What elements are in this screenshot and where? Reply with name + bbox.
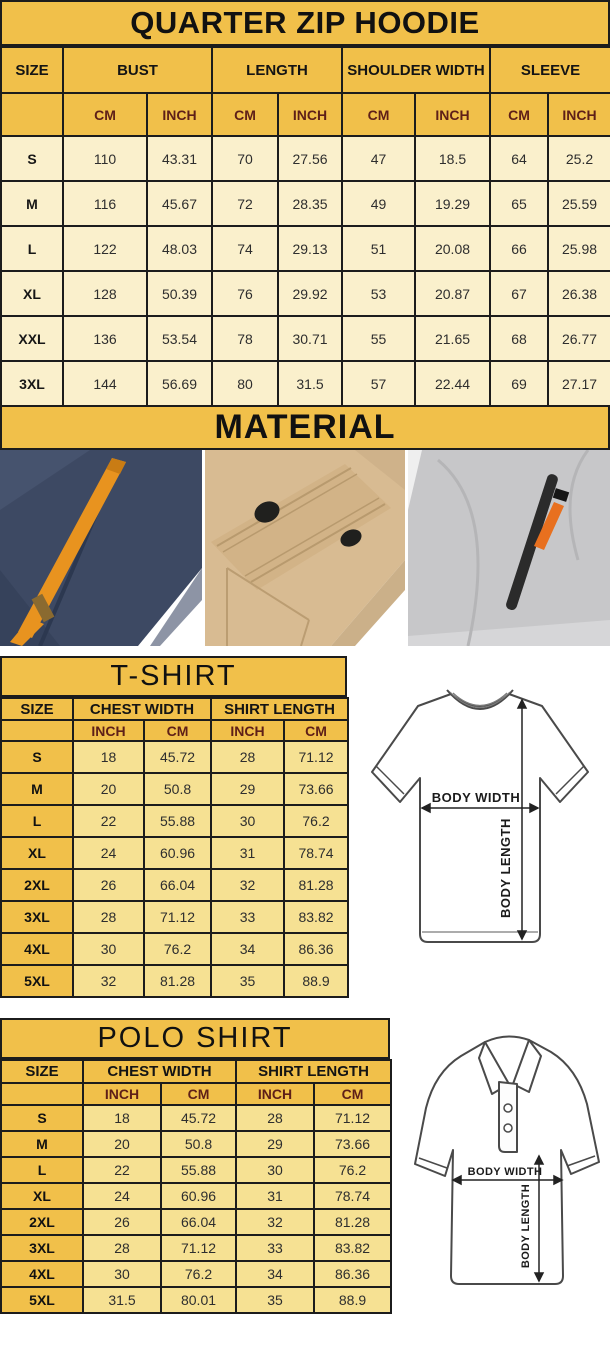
table-row: L 22 55.88 30 76.2 (1, 1157, 391, 1183)
polo-table-title: POLO SHIRT (0, 1018, 390, 1059)
hoodie-table-title: QUARTER ZIP HOODIE (0, 0, 610, 46)
tshirt-unit-length-cm: CM (284, 720, 348, 741)
tshirt-unit-chest-cm: CM (144, 720, 211, 741)
table-row: L 22 55.88 30 76.2 (1, 805, 348, 837)
polo-body-width-label: BODY WIDTH (467, 1166, 543, 1178)
hoodie-unit-bust-cm: CM (63, 93, 147, 136)
hoodie-header-bust: BUST (63, 47, 212, 93)
hoodie-header-size: SIZE (1, 47, 63, 93)
hoodie-unit-sleeve-inch: INCH (548, 93, 610, 136)
table-row: 2XL 26 66.04 32 81.28 (1, 1209, 391, 1235)
table-row: M 20 50.8 29 73.66 (1, 773, 348, 805)
hoodie-unit-length-cm: CM (212, 93, 278, 136)
tshirt-unit-chest-inch: INCH (73, 720, 144, 741)
table-row: S 18 45.72 28 71.12 (1, 741, 348, 773)
hoodie-header-length: LENGTH (212, 47, 342, 93)
table-row: 3XL 28 71.12 33 83.82 (1, 1235, 391, 1261)
polo-body-length-label: BODY LENGTH (520, 1183, 532, 1269)
material-photo-navy-drawstring (0, 450, 202, 646)
tshirt-body-length-label: BODY LENGTH (497, 818, 513, 918)
table-row: M 116 45.67 72 28.35 49 19.29 65 25.59 (1, 181, 610, 226)
table-row: S 18 45.72 28 71.12 (1, 1105, 391, 1131)
tshirt-section (0, 656, 610, 998)
hoodie-unit-shoulder-cm: CM (342, 93, 415, 136)
polo-header-shirt-length: SHIRT LENGTH (236, 1060, 391, 1083)
table-row: L 122 48.03 74 29.13 51 20.08 66 25.98 (1, 226, 610, 271)
material-title: MATERIAL (214, 408, 396, 446)
polo-size-table (0, 1059, 392, 1314)
tshirt-header-empty (1, 720, 73, 741)
polo-diagram (392, 1018, 610, 1308)
table-row: 5XL 32 81.28 35 88.9 (1, 965, 348, 997)
tshirt-unit-length-inch: INCH (211, 720, 284, 741)
polo-unit-chest-cm: CM (161, 1083, 236, 1105)
material-section-header (0, 407, 610, 450)
tshirt-table-title: T-SHIRT (0, 656, 347, 697)
table-row: 4XL 30 76.2 34 86.36 (1, 933, 348, 965)
table-row: 4XL 30 76.2 34 86.36 (1, 1261, 391, 1287)
hoodie-size-table (0, 46, 610, 407)
polo-unit-length-inch: INCH (236, 1083, 314, 1105)
hoodie-unit-shoulder-inch: INCH (415, 93, 490, 136)
table-row: XL 128 50.39 76 29.92 53 20.87 67 26.38 (1, 271, 610, 316)
polo-section (0, 1018, 610, 1314)
material-photos (0, 450, 610, 646)
table-row: XXL 136 53.54 78 30.71 55 21.65 68 26.77 (1, 316, 610, 361)
table-row: S 110 43.31 70 27.56 47 18.5 64 25.2 (1, 136, 610, 181)
hoodie-unit-bust-inch: INCH (147, 93, 212, 136)
table-row: M 20 50.8 29 73.66 (1, 1131, 391, 1157)
hoodie-header-empty (1, 93, 63, 136)
hoodie-header-shoulder-width: SHOULDER WIDTH (342, 47, 490, 93)
polo-header-size: SIZE (1, 1060, 83, 1083)
polo-unit-length-cm: CM (314, 1083, 391, 1105)
material-photo-gray-zipper (408, 450, 610, 646)
table-row: 3XL 144 56.69 80 31.5 57 22.44 69 27.17 (1, 361, 610, 406)
tshirt-size-table (0, 697, 349, 998)
polo-unit-chest-inch: INCH (83, 1083, 161, 1105)
table-row: 5XL 31.5 80.01 35 88.9 (1, 1287, 391, 1313)
tshirt-diagram (349, 656, 610, 968)
table-row: XL 24 60.96 31 78.74 (1, 1183, 391, 1209)
polo-header-chest-width: CHEST WIDTH (83, 1060, 236, 1083)
polo-header-empty (1, 1083, 83, 1105)
material-photo-khaki-pocket (205, 450, 405, 646)
tshirt-body-width-label: BODY WIDTH (431, 790, 520, 805)
hoodie-header-sleeve: SLEEVE (490, 47, 610, 93)
tshirt-header-size: SIZE (1, 698, 73, 720)
hoodie-unit-length-inch: INCH (278, 93, 342, 136)
hoodie-unit-sleeve-cm: CM (490, 93, 548, 136)
table-row: XL 24 60.96 31 78.74 (1, 837, 348, 869)
tshirt-header-chest-width: CHEST WIDTH (73, 698, 211, 720)
table-row: 2XL 26 66.04 32 81.28 (1, 869, 348, 901)
table-row: 3XL 28 71.12 33 83.82 (1, 901, 348, 933)
tshirt-header-shirt-length: SHIRT LENGTH (211, 698, 348, 720)
